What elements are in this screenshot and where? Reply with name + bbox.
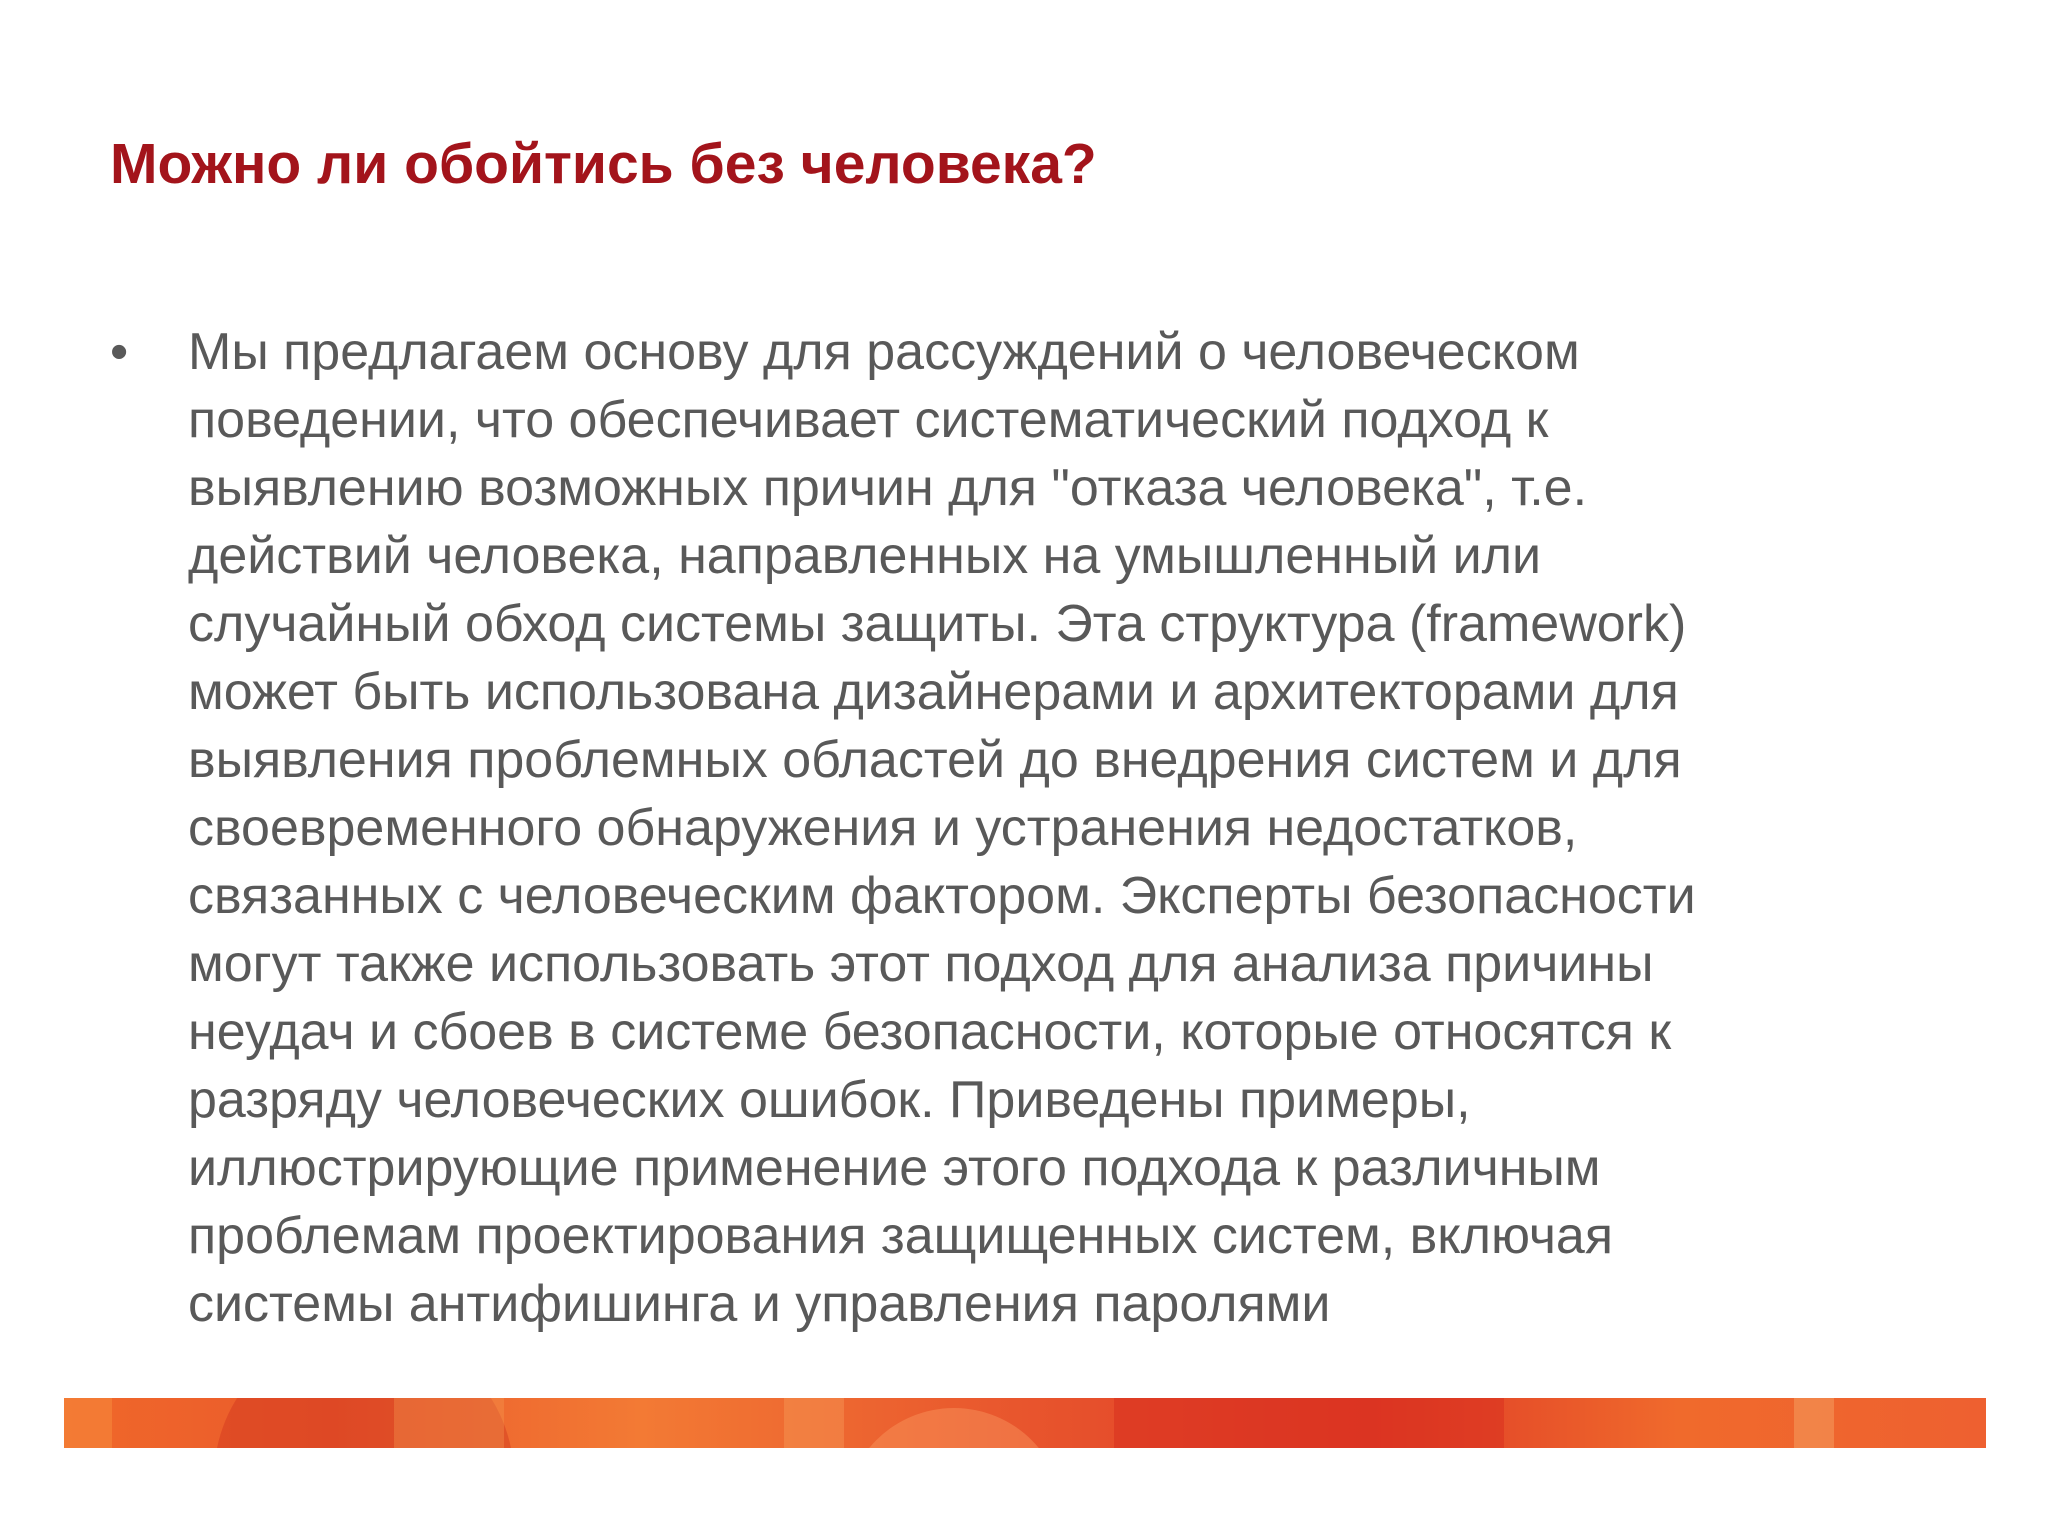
bullet-text-line: могут также использовать этот подход для анализа причины: [188, 935, 1654, 993]
bullet-text-line: может быть использована дизайнерами и архитекторами для: [188, 663, 1679, 721]
bullet-text-line: выявлению возможных причин для "отказа человека", т.е.: [188, 459, 1588, 517]
footer-decorative-bar: [64, 1398, 1986, 1448]
bullet-text-line: действий человека, направленных на умышленный или: [188, 527, 1542, 585]
bullet-item: [110, 318, 1910, 1338]
footer-stripe: [784, 1398, 844, 1448]
footer-stripe: [1114, 1398, 1504, 1448]
bullet-text-line: случайный обход системы защиты. Эта структура (framework): [188, 595, 1687, 653]
bullet-text-line: поведении, что обеспечивает систематический подход к: [188, 391, 1549, 449]
bullet-text-line: разряду человеческих ошибок. Приведены примеры,: [188, 1071, 1471, 1129]
bullet-text-line: выявления проблемных областей до внедрения систем и для: [188, 731, 1682, 789]
bullet-text-line: своевременного обнаружения и устранения недостатков,: [188, 799, 1578, 857]
bullet-text-line: системы антифишинга и управления паролями: [188, 1275, 1331, 1333]
footer-stripe: [64, 1398, 112, 1448]
footer-stripe: [394, 1398, 504, 1448]
bullet-marker: •: [110, 323, 129, 381]
footer-arc-shape: [844, 1408, 1064, 1448]
bullet-text-line: неудач и сбоев в системе безопасности, которые относятся к: [188, 1003, 1672, 1061]
footer-stripe: [1794, 1398, 1834, 1448]
slide-title: Можно ли обойтись без человека?: [110, 132, 1097, 196]
bullet-text-line: Мы предлагаем основу для рассуждений о человеческом: [188, 323, 1580, 381]
bullet-text-line: проблемам проектирования защищенных систем, включая: [188, 1207, 1613, 1265]
bullet-text-line: связанных с человеческим фактором. Эксперты безопасности: [188, 867, 1696, 925]
bullet-text: [188, 318, 1910, 1338]
bullet-list: [110, 318, 1910, 1338]
bullet-text-line: иллюстрирующие применение этого подхода к различным: [188, 1139, 1601, 1197]
